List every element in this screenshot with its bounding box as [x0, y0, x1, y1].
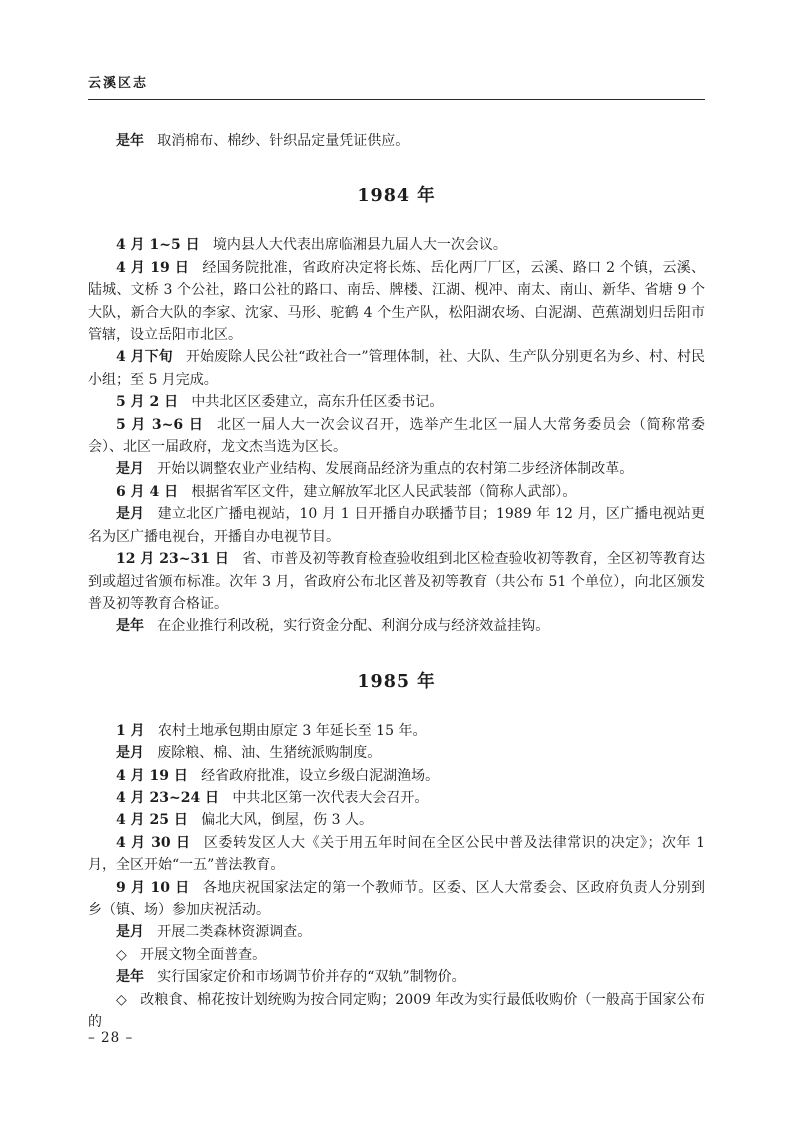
entry-text: 开始以调整农业产业结构、发展商品经济为重点的农村第二步经济体制改革。 — [157, 461, 634, 478]
entry-date: 4 月 19 日 — [116, 259, 190, 276]
entry-date: 4 月下旬 — [116, 349, 173, 366]
entry-text: 在企业推行利改税，实行资金分配、利润分成与经济效益挂钩。 — [157, 618, 550, 635]
chronicle-entry — [88, 503, 705, 548]
entry-text: 实行国家定价和市场调节价并存的“双轨”制物价。 — [157, 969, 466, 986]
entry-text: 中共北区区委建立，高东升任区委书记。 — [191, 394, 444, 411]
chronicle-entry — [88, 257, 705, 347]
entry-text: 开始废除人民公社“政社合一”管理体制，社、大队、生产队分别更名为乡、村、村民小组；至 5 月完成。 — [88, 349, 706, 388]
entry-text: 农村土地承包期由原定 3 年延长至 15 年。 — [157, 722, 427, 739]
entry-text: 取消棉布、棉纱、针织品定量凭证供应。 — [157, 133, 410, 149]
chronicle-entry — [88, 989, 705, 1034]
entry-date: 4 月 25 日 — [116, 812, 188, 829]
entry-date: 是月 — [116, 745, 144, 762]
chronicle-entry — [88, 944, 705, 966]
entry-text: 经国务院批准，省政府决定将长炼、岳化两厂厂区，云溪、路口 2 个镇，云溪、陆城、文桥 3 个公社，路口公社的路口、南岳、牌楼、江湖、枧冲、南太、南山、新华、省塘 9 个大队，新合大队的李家、沈家、马形、驼鹤 4 个生产队，松阳湖农场、白泥湖、芭蕉湖划归岳阳市管辖，设立岳阳市北区。 — [88, 259, 705, 344]
entry-date: 9 月 10 日 — [116, 879, 190, 896]
entry-text: 根据省军区文件，建立解放军北区人民武装部（简称人武部）。 — [191, 483, 577, 500]
chronicle-entry — [88, 877, 705, 922]
running-header — [88, 72, 705, 100]
chronicle-entry — [88, 720, 705, 742]
entry-date: 是月 — [116, 461, 144, 478]
entry-date: 5 月 3~6 日 — [116, 416, 204, 433]
entry-date: 12 月 23~31 日 — [116, 551, 229, 568]
entry-text: 区委转发区人大《关于用五年时间在全区公民中普及法律常识的决定》；次年 1 月，全区开始“一五”普法教育。 — [88, 834, 705, 874]
chronicle-entry — [88, 809, 705, 831]
chronicle-entry — [88, 765, 705, 787]
entry-date: 4 月 30 日 — [116, 834, 191, 851]
entry-text: 开展二类森林资源调查。 — [157, 924, 312, 941]
entry-text: 北区一届人大一次会议召开，选举产生北区一届人大常务委员会（简称常委会）、北区一届政府，龙文杰当选为区长。 — [88, 416, 706, 456]
year-heading: 1985 年 — [357, 671, 436, 692]
chronicle-entry — [88, 615, 705, 637]
chronicle-entry — [88, 414, 705, 459]
entry-text: 开展文物全面普查。 — [140, 946, 267, 963]
entry-text: 境内县人大代表出席临湘县九届人大一次会议。 — [212, 237, 507, 254]
chronicle-entry — [88, 548, 705, 615]
entry-text: 省、市普及初等教育检查验收组到北区检查验收初等教育，全区初等教育达到或超过省颁布标准。次年 3 月，省政府公布北区普及初等教育（共公布 51 个单位），向北区颁发普及初等教育合格证。 — [88, 551, 705, 612]
chronicle-entry — [88, 458, 705, 480]
chronicle-entry — [88, 832, 705, 877]
chronicle-entry — [88, 234, 705, 256]
chronicle-entry — [88, 346, 705, 391]
entry-date: 4 月 19 日 — [116, 767, 188, 784]
header-title: 云溪区志 — [88, 76, 149, 91]
chronicle-entry — [88, 742, 705, 764]
entry-date: 是月 — [116, 924, 144, 941]
entry-text: 废除粮、棉、油、生猪统派购制度。 — [157, 745, 382, 762]
entry-text: 偏北大风，倒屋，伤 3 人。 — [201, 812, 373, 829]
entry-date: 是年 — [116, 969, 144, 986]
entry-text: 建立北区广播电视站，10 月 1 日开播自办联播节目；1989 年 12 月，区广播电视站更名为区广播电视台，开播自办电视节目。 — [88, 506, 705, 545]
chronicle-entry — [88, 481, 705, 503]
entry-date: 4 月 1~5 日 — [116, 237, 200, 254]
entry-text: 各地庆祝国家法定的第一个教师节。区委、区人大常委会、区政府负责人分别到乡（镇、场）参加庆祝活动。 — [88, 879, 705, 918]
entry-date: 5 月 2 日 — [116, 394, 179, 411]
entry-date: 4 月 23~24 日 — [116, 789, 220, 806]
entry-text: 中共北区第一次代表大会召开。 — [232, 789, 429, 806]
entry-date: 1 月 — [116, 722, 145, 739]
entry-text: 经省政府批准，设立乡级白泥湖渔场。 — [201, 767, 440, 784]
entry-date: 是年 — [116, 133, 144, 149]
chronicle-entry — [88, 787, 705, 809]
entry-text: 改粮食、棉花按计划统购为按合同定购；2009 年改为实行最低收购价（一般高于国家公布的 — [88, 991, 705, 1030]
chronicle-body — [88, 100, 705, 1033]
year-heading: 1984 年 — [357, 186, 436, 207]
page-number: – 28 – — [88, 1030, 134, 1046]
entry-diamond-marker: ◇ — [116, 991, 127, 1008]
entry-date: 是月 — [116, 506, 145, 523]
entry-date: 6 月 4 日 — [116, 483, 179, 500]
entry-diamond-marker: ◇ — [116, 946, 127, 963]
chronicle-entry — [88, 966, 705, 988]
chronicle-entry — [88, 391, 705, 413]
chronicle-entry — [88, 130, 705, 152]
entry-date: 是年 — [116, 618, 144, 635]
chronicle-entry — [88, 921, 705, 943]
